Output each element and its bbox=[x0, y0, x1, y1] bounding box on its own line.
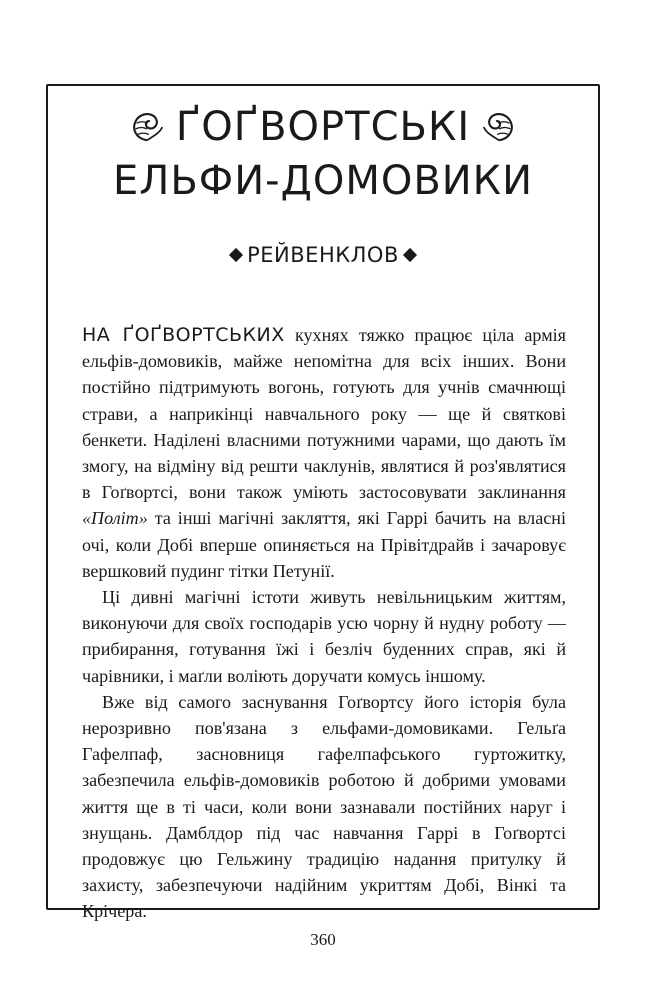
chapter-title bbox=[46, 100, 600, 208]
diamond-icon bbox=[229, 248, 243, 262]
paragraph-3: Вже від самого заснування Гоґвортсу його історія була нерозривно пов'язана з ельфами-домовиками. Гельґа Гафелпаф, засновниця гафелпафського гуртожитку, забезпечила ельфів-домовиків роботою й добрими умовами життя ще в ті часи, коли вони зазнавали постійних наруг і знущань. Дамблдор під час навчання Гаррі в Гоґвортсі продовжує цю Гельжину традицію надання притулку й захисту, забезпечуючи надійним укриттям Добі, Вінкі та Крічера. bbox=[82, 691, 566, 922]
paragraph-2: Ці дивні магічні істоти живуть невільницьким життям, виконуючи для своїх господарів усю чорну й нудну роботу — прибирання, готування їжі і безліч буденних справ, які й чарівники, і маґли воліють доручати комусь іншому. bbox=[82, 587, 566, 686]
diamond-icon bbox=[403, 248, 417, 262]
lead-in: НА ҐОҐВОРТСЬКИХ bbox=[82, 324, 285, 346]
article-body bbox=[82, 322, 566, 925]
paragraph-1 bbox=[82, 322, 566, 584]
feather-flourish-icon bbox=[128, 108, 166, 146]
spell-name: «Політ» bbox=[82, 508, 148, 529]
paragraph-1-text-a: кухнях тяжко працює ціла армія ельфів-домовиків, майже непомітна для всіх інших. Вони постійно підтримують вогонь, готують для учнів смачнющі страви, а наприкінці навчального року — ще й святкові бенкети. Наділені власними потужними чарами, що дають їм змогу, на відміну від решти чаклунів, являтися й роз'являтися в Гоґвортсі, вони також уміють застосовувати заклинання bbox=[82, 325, 567, 503]
section-subhead bbox=[46, 243, 600, 267]
title-line-1-row bbox=[46, 100, 600, 154]
subhead-label: РЕЙВЕНКЛОВ bbox=[247, 243, 399, 267]
title-line-1: ҐОҐВОРТСЬКІ bbox=[175, 104, 471, 150]
paragraph-1-text-b: та інші магічні закляття, які Гаррі бачить на власні очі, коли Добі вперше опиняється на Прівітдрайв і зачаровує вершковий пудинг тітки Петунії. bbox=[82, 508, 566, 581]
page-number: 360 bbox=[310, 930, 336, 949]
feather-flourish-icon bbox=[480, 108, 518, 146]
title-line-2: ЕЛЬФИ-ДОМОВИКИ bbox=[113, 158, 533, 204]
